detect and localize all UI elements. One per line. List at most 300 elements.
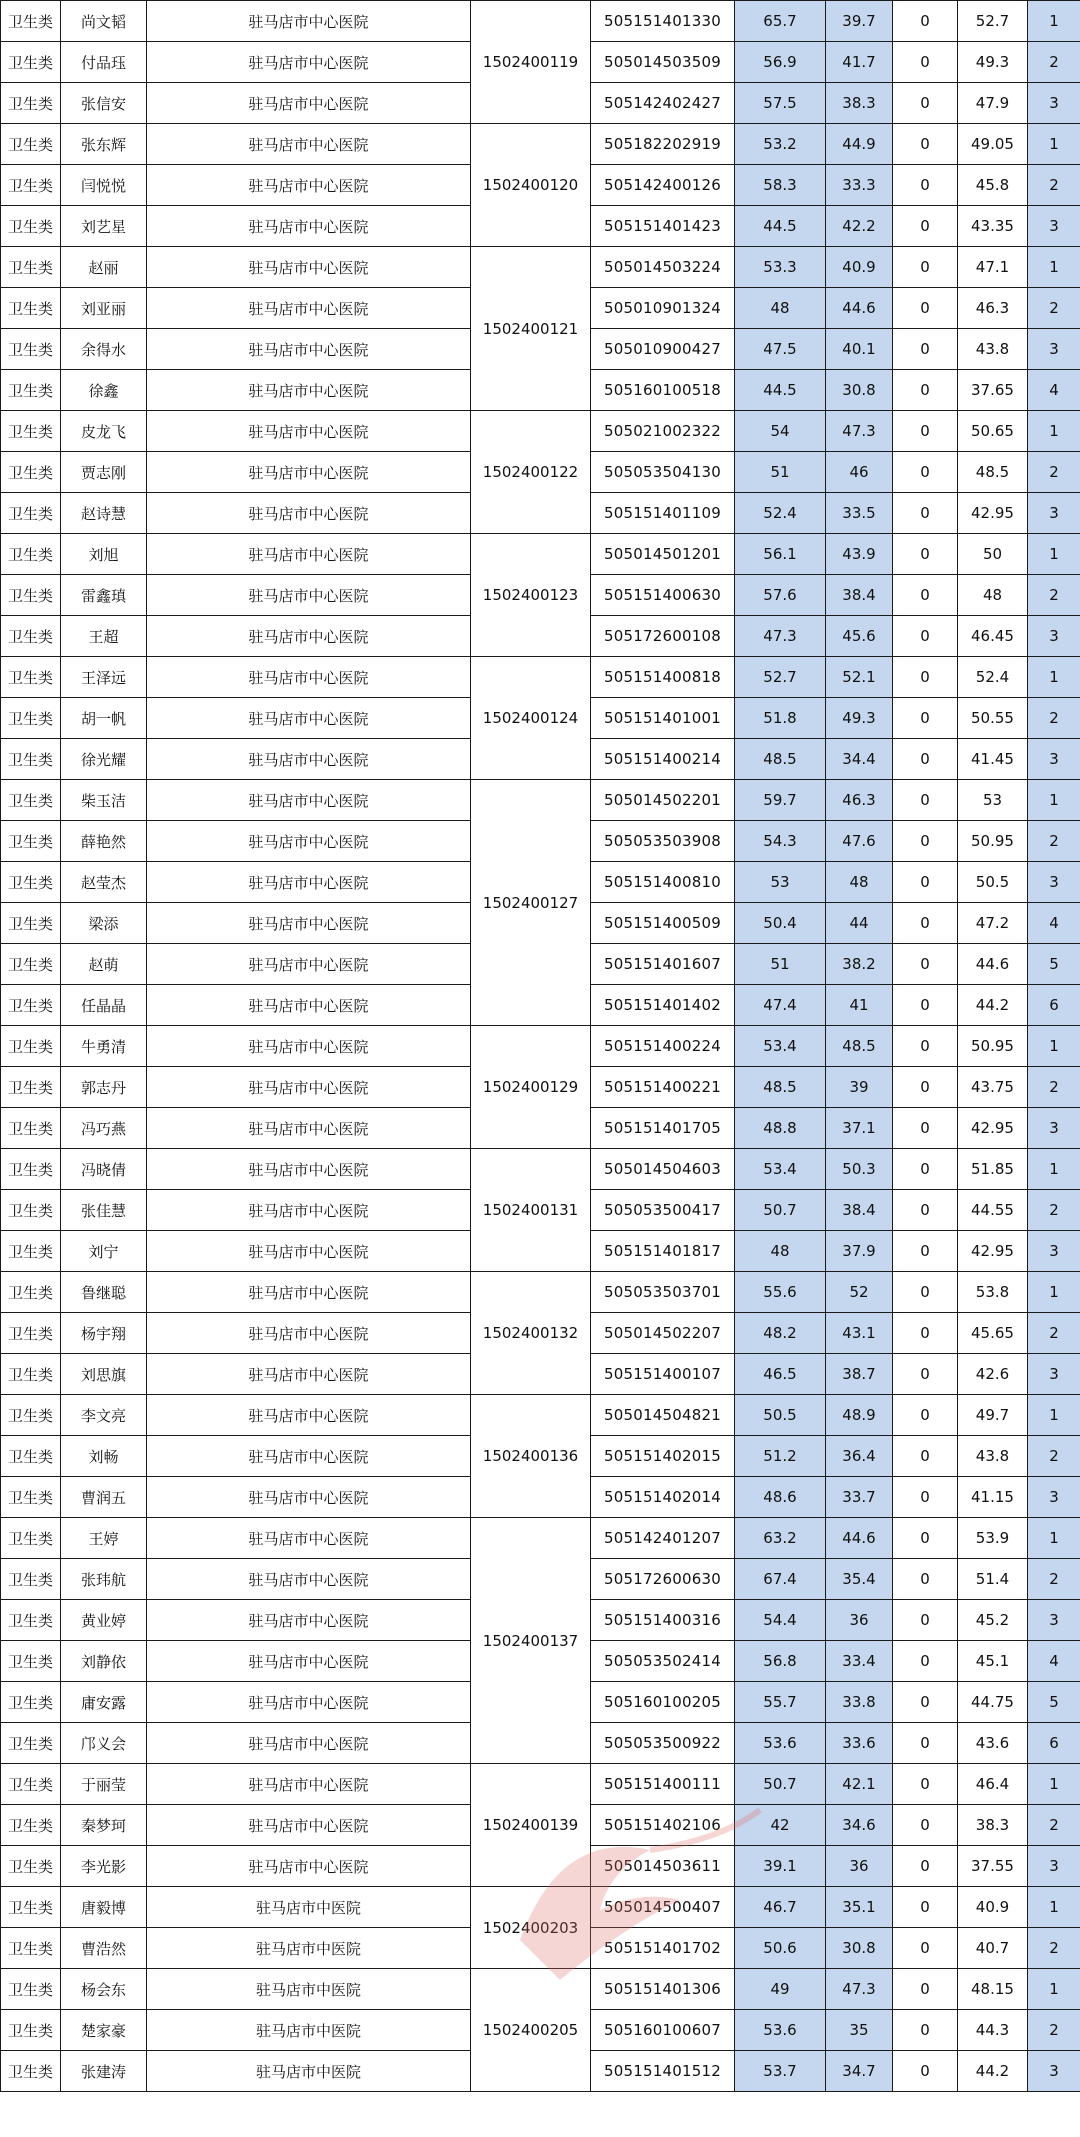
- written-score-cell: 54.4: [735, 1600, 826, 1641]
- interview-score-cell: 37.9: [826, 1231, 893, 1272]
- written-score-cell: 48.6: [735, 1477, 826, 1518]
- name-cell: 雷鑫瑱: [61, 575, 147, 616]
- rank-cell: 3: [1028, 1600, 1080, 1641]
- rank-cell: 3: [1028, 493, 1080, 534]
- category-cell: 卫生类: [1, 1477, 61, 1518]
- total-score-cell: 51.85: [958, 1149, 1028, 1190]
- interview-score-cell: 33.7: [826, 1477, 893, 1518]
- total-score-cell: 37.65: [958, 370, 1028, 411]
- name-cell: 王泽远: [61, 657, 147, 698]
- category-cell: 卫生类: [1, 780, 61, 821]
- written-score-cell: 56.1: [735, 534, 826, 575]
- bonus-score-cell: 0: [893, 1231, 958, 1272]
- rank-cell: 1: [1028, 1887, 1080, 1928]
- interview-score-cell: 41.7: [826, 42, 893, 83]
- category-cell: 卫生类: [1, 493, 61, 534]
- total-score-cell: 42.6: [958, 1354, 1028, 1395]
- written-score-cell: 53.7: [735, 2051, 826, 2092]
- name-cell: 赵萌: [61, 944, 147, 985]
- rank-cell: 1: [1028, 534, 1080, 575]
- ticket-number-cell: 505151401330: [591, 1, 735, 42]
- bonus-score-cell: 0: [893, 1969, 958, 2010]
- rank-cell: 2: [1028, 821, 1080, 862]
- interview-score-cell: 33.5: [826, 493, 893, 534]
- rank-cell: 2: [1028, 1313, 1080, 1354]
- rank-cell: 2: [1028, 575, 1080, 616]
- rank-cell: 1: [1028, 1764, 1080, 1805]
- table-row: [1, 1887, 1080, 1928]
- total-score-cell: 48.5: [958, 452, 1028, 493]
- written-score-cell: 47.3: [735, 616, 826, 657]
- category-cell: 卫生类: [1, 575, 61, 616]
- position-code-cell: 1502400122: [471, 411, 591, 534]
- bonus-score-cell: 0: [893, 1190, 958, 1231]
- category-cell: 卫生类: [1, 739, 61, 780]
- bonus-score-cell: 0: [893, 1805, 958, 1846]
- unit-cell: 驻马店市中心医院: [147, 1764, 471, 1805]
- written-score-cell: 54: [735, 411, 826, 452]
- bonus-score-cell: 0: [893, 1149, 958, 1190]
- ticket-number-cell: 505142402427: [591, 83, 735, 124]
- ticket-number-cell: 505010900427: [591, 329, 735, 370]
- unit-cell: 驻马店市中心医院: [147, 903, 471, 944]
- unit-cell: 驻马店市中医院: [147, 1887, 471, 1928]
- interview-score-cell: 47.6: [826, 821, 893, 862]
- ticket-number-cell: 505142401207: [591, 1518, 735, 1559]
- total-score-cell: 42.95: [958, 1108, 1028, 1149]
- category-cell: 卫生类: [1, 944, 61, 985]
- category-cell: 卫生类: [1, 288, 61, 329]
- bonus-score-cell: 0: [893, 657, 958, 698]
- name-cell: 郭志丹: [61, 1067, 147, 1108]
- total-score-cell: 40.9: [958, 1887, 1028, 1928]
- interview-score-cell: 46.3: [826, 780, 893, 821]
- unit-cell: 驻马店市中心医院: [147, 370, 471, 411]
- bonus-score-cell: 0: [893, 1, 958, 42]
- ticket-number-cell: 505014502201: [591, 780, 735, 821]
- interview-score-cell: 42.2: [826, 206, 893, 247]
- unit-cell: 驻马店市中心医院: [147, 698, 471, 739]
- category-cell: 卫生类: [1, 1108, 61, 1149]
- ticket-number-cell: 505014503611: [591, 1846, 735, 1887]
- name-cell: 庸安露: [61, 1682, 147, 1723]
- written-score-cell: 65.7: [735, 1, 826, 42]
- interview-score-cell: 46: [826, 452, 893, 493]
- total-score-cell: 50.55: [958, 698, 1028, 739]
- unit-cell: 驻马店市中心医院: [147, 1641, 471, 1682]
- written-score-cell: 52.7: [735, 657, 826, 698]
- unit-cell: 驻马店市中心医院: [147, 1, 471, 42]
- total-score-cell: 53: [958, 780, 1028, 821]
- rank-cell: 2: [1028, 1067, 1080, 1108]
- unit-cell: 驻马店市中心医院: [147, 1846, 471, 1887]
- rank-cell: 3: [1028, 206, 1080, 247]
- ticket-number-cell: 505172600108: [591, 616, 735, 657]
- bonus-score-cell: 0: [893, 698, 958, 739]
- written-score-cell: 53.3: [735, 247, 826, 288]
- position-code-cell: 1502400124: [471, 657, 591, 780]
- unit-cell: 驻马店市中心医院: [147, 493, 471, 534]
- total-score-cell: 44.6: [958, 944, 1028, 985]
- unit-cell: 驻马店市中心医院: [147, 1026, 471, 1067]
- interview-score-cell: 39.7: [826, 1, 893, 42]
- name-cell: 牛勇清: [61, 1026, 147, 1067]
- total-score-cell: 50.95: [958, 1026, 1028, 1067]
- unit-cell: 驻马店市中心医院: [147, 1600, 471, 1641]
- interview-score-cell: 35.1: [826, 1887, 893, 1928]
- table-row: [1, 657, 1080, 698]
- rank-cell: 2: [1028, 1805, 1080, 1846]
- category-cell: 卫生类: [1, 534, 61, 575]
- ticket-number-cell: 505014504603: [591, 1149, 735, 1190]
- position-code-cell: 1502400203: [471, 1887, 591, 1969]
- ticket-number-cell: 505160100205: [591, 1682, 735, 1723]
- name-cell: 贾志刚: [61, 452, 147, 493]
- rank-cell: 6: [1028, 1723, 1080, 1764]
- rank-cell: 1: [1028, 411, 1080, 452]
- ticket-number-cell: 505151402014: [591, 1477, 735, 1518]
- written-score-cell: 53: [735, 862, 826, 903]
- name-cell: 刘艺星: [61, 206, 147, 247]
- name-cell: 曹浩然: [61, 1928, 147, 1969]
- ticket-number-cell: 505151401423: [591, 206, 735, 247]
- category-cell: 卫生类: [1, 1559, 61, 1600]
- unit-cell: 驻马店市中心医院: [147, 739, 471, 780]
- rank-cell: 1: [1028, 1, 1080, 42]
- written-score-cell: 56.9: [735, 42, 826, 83]
- category-cell: 卫生类: [1, 1190, 61, 1231]
- bonus-score-cell: 0: [893, 329, 958, 370]
- name-cell: 张建涛: [61, 2051, 147, 2092]
- written-score-cell: 51: [735, 452, 826, 493]
- ticket-number-cell: 505151401607: [591, 944, 735, 985]
- name-cell: 赵丽: [61, 247, 147, 288]
- total-score-cell: 43.35: [958, 206, 1028, 247]
- rank-cell: 2: [1028, 1436, 1080, 1477]
- written-score-cell: 48.2: [735, 1313, 826, 1354]
- rank-cell: 2: [1028, 1928, 1080, 1969]
- interview-score-cell: 42.1: [826, 1764, 893, 1805]
- rank-cell: 5: [1028, 944, 1080, 985]
- name-cell: 梁添: [61, 903, 147, 944]
- ticket-number-cell: 505053503908: [591, 821, 735, 862]
- name-cell: 付品珏: [61, 42, 147, 83]
- ticket-number-cell: 505151400224: [591, 1026, 735, 1067]
- category-cell: 卫生类: [1, 1395, 61, 1436]
- name-cell: 刘静依: [61, 1641, 147, 1682]
- unit-cell: 驻马店市中心医院: [147, 1682, 471, 1723]
- ticket-number-cell: 505151401109: [591, 493, 735, 534]
- bonus-score-cell: 0: [893, 1108, 958, 1149]
- interview-score-cell: 38.7: [826, 1354, 893, 1395]
- bonus-score-cell: 0: [893, 370, 958, 411]
- written-score-cell: 53.4: [735, 1026, 826, 1067]
- ticket-number-cell: 505053502414: [591, 1641, 735, 1682]
- total-score-cell: 44.2: [958, 2051, 1028, 2092]
- bonus-score-cell: 0: [893, 575, 958, 616]
- table-body: [1, 1, 1080, 2092]
- total-score-cell: 48.15: [958, 1969, 1028, 2010]
- category-cell: 卫生类: [1, 862, 61, 903]
- interview-score-cell: 30.8: [826, 370, 893, 411]
- name-cell: 唐毅博: [61, 1887, 147, 1928]
- name-cell: 楚家豪: [61, 2010, 147, 2051]
- unit-cell: 驻马店市中心医院: [147, 1231, 471, 1272]
- name-cell: 闫悦悦: [61, 165, 147, 206]
- position-code-cell: 1502400137: [471, 1518, 591, 1764]
- written-score-cell: 46.7: [735, 1887, 826, 1928]
- category-cell: 卫生类: [1, 657, 61, 698]
- total-score-cell: 43.8: [958, 329, 1028, 370]
- total-score-cell: 43.8: [958, 1436, 1028, 1477]
- category-cell: 卫生类: [1, 411, 61, 452]
- written-score-cell: 48: [735, 288, 826, 329]
- interview-score-cell: 33.3: [826, 165, 893, 206]
- total-score-cell: 50.5: [958, 862, 1028, 903]
- interview-score-cell: 44.6: [826, 1518, 893, 1559]
- rank-cell: 3: [1028, 329, 1080, 370]
- category-cell: 卫生类: [1, 903, 61, 944]
- bonus-score-cell: 0: [893, 165, 958, 206]
- name-cell: 王婷: [61, 1518, 147, 1559]
- total-score-cell: 47.1: [958, 247, 1028, 288]
- total-score-cell: 50.65: [958, 411, 1028, 452]
- unit-cell: 驻马店市中心医院: [147, 657, 471, 698]
- name-cell: 鲁继聪: [61, 1272, 147, 1313]
- name-cell: 薛艳然: [61, 821, 147, 862]
- name-cell: 杨会东: [61, 1969, 147, 2010]
- ticket-number-cell: 505053503701: [591, 1272, 735, 1313]
- category-cell: 卫生类: [1, 1928, 61, 1969]
- bonus-score-cell: 0: [893, 1764, 958, 1805]
- ticket-number-cell: 505151400316: [591, 1600, 735, 1641]
- category-cell: 卫生类: [1, 1764, 61, 1805]
- table-row: [1, 1149, 1080, 1190]
- bonus-score-cell: 0: [893, 2010, 958, 2051]
- name-cell: 刘旭: [61, 534, 147, 575]
- bonus-score-cell: 0: [893, 862, 958, 903]
- unit-cell: 驻马店市中心医院: [147, 944, 471, 985]
- name-cell: 尚文韬: [61, 1, 147, 42]
- bonus-score-cell: 0: [893, 1354, 958, 1395]
- bonus-score-cell: 0: [893, 1477, 958, 1518]
- position-code-cell: 1502400120: [471, 124, 591, 247]
- interview-score-cell: 36.4: [826, 1436, 893, 1477]
- rank-cell: 1: [1028, 1272, 1080, 1313]
- position-code-cell: 1502400121: [471, 247, 591, 411]
- category-cell: 卫生类: [1, 1436, 61, 1477]
- table-row: [1, 1395, 1080, 1436]
- category-cell: 卫生类: [1, 124, 61, 165]
- unit-cell: 驻马店市中心医院: [147, 1108, 471, 1149]
- ticket-number-cell: 505182202919: [591, 124, 735, 165]
- category-cell: 卫生类: [1, 1272, 61, 1313]
- interview-score-cell: 47.3: [826, 411, 893, 452]
- interview-score-cell: 52: [826, 1272, 893, 1313]
- rank-cell: 2: [1028, 165, 1080, 206]
- written-score-cell: 50.4: [735, 903, 826, 944]
- ticket-number-cell: 505014504821: [591, 1395, 735, 1436]
- unit-cell: 驻马店市中心医院: [147, 452, 471, 493]
- total-score-cell: 46.3: [958, 288, 1028, 329]
- ticket-number-cell: 505172600630: [591, 1559, 735, 1600]
- name-cell: 任晶晶: [61, 985, 147, 1026]
- bonus-score-cell: 0: [893, 985, 958, 1026]
- bonus-score-cell: 0: [893, 780, 958, 821]
- written-score-cell: 51.8: [735, 698, 826, 739]
- rank-cell: 3: [1028, 1108, 1080, 1149]
- category-cell: 卫生类: [1, 165, 61, 206]
- position-code-cell: 1502400139: [471, 1764, 591, 1887]
- ticket-number-cell: 505021002322: [591, 411, 735, 452]
- ticket-number-cell: 505151401512: [591, 2051, 735, 2092]
- written-score-cell: 53.6: [735, 2010, 826, 2051]
- name-cell: 曹润五: [61, 1477, 147, 1518]
- name-cell: 邝义会: [61, 1723, 147, 1764]
- interview-score-cell: 35: [826, 2010, 893, 2051]
- table-row: [1, 780, 1080, 821]
- bonus-score-cell: 0: [893, 1641, 958, 1682]
- rank-cell: 5: [1028, 1682, 1080, 1723]
- bonus-score-cell: 0: [893, 1026, 958, 1067]
- rank-cell: 3: [1028, 2051, 1080, 2092]
- name-cell: 余得水: [61, 329, 147, 370]
- unit-cell: 驻马店市中医院: [147, 1928, 471, 1969]
- unit-cell: 驻马店市中心医院: [147, 1559, 471, 1600]
- unit-cell: 驻马店市中心医院: [147, 1477, 471, 1518]
- category-cell: 卫生类: [1, 1354, 61, 1395]
- written-score-cell: 58.3: [735, 165, 826, 206]
- unit-cell: 驻马店市中心医院: [147, 1723, 471, 1764]
- bonus-score-cell: 0: [893, 124, 958, 165]
- total-score-cell: 50.95: [958, 821, 1028, 862]
- table-row: [1, 247, 1080, 288]
- unit-cell: 驻马店市中心医院: [147, 985, 471, 1026]
- written-score-cell: 59.7: [735, 780, 826, 821]
- total-score-cell: 48: [958, 575, 1028, 616]
- unit-cell: 驻马店市中心医院: [147, 1436, 471, 1477]
- rank-cell: 4: [1028, 370, 1080, 411]
- ticket-number-cell: 505151400107: [591, 1354, 735, 1395]
- interview-score-cell: 44.6: [826, 288, 893, 329]
- unit-cell: 驻马店市中心医院: [147, 575, 471, 616]
- unit-cell: 驻马店市中心医院: [147, 42, 471, 83]
- total-score-cell: 51.4: [958, 1559, 1028, 1600]
- bonus-score-cell: 0: [893, 493, 958, 534]
- written-score-cell: 51: [735, 944, 826, 985]
- interview-score-cell: 44: [826, 903, 893, 944]
- interview-score-cell: 33.6: [826, 1723, 893, 1764]
- category-cell: 卫生类: [1, 247, 61, 288]
- bonus-score-cell: 0: [893, 2051, 958, 2092]
- category-cell: 卫生类: [1, 1, 61, 42]
- interview-score-cell: 40.9: [826, 247, 893, 288]
- bonus-score-cell: 0: [893, 206, 958, 247]
- ticket-number-cell: 505010901324: [591, 288, 735, 329]
- interview-score-cell: 34.4: [826, 739, 893, 780]
- rank-cell: 1: [1028, 1149, 1080, 1190]
- table-row: [1, 1272, 1080, 1313]
- ticket-number-cell: 505151401705: [591, 1108, 735, 1149]
- rank-cell: 2: [1028, 698, 1080, 739]
- total-score-cell: 40.7: [958, 1928, 1028, 1969]
- total-score-cell: 41.45: [958, 739, 1028, 780]
- category-cell: 卫生类: [1, 1600, 61, 1641]
- total-score-cell: 41.15: [958, 1477, 1028, 1518]
- name-cell: 刘思旗: [61, 1354, 147, 1395]
- ticket-number-cell: 505151400111: [591, 1764, 735, 1805]
- rank-cell: 3: [1028, 862, 1080, 903]
- name-cell: 胡一帆: [61, 698, 147, 739]
- table-row: [1, 1518, 1080, 1559]
- interview-score-cell: 38.3: [826, 83, 893, 124]
- ticket-number-cell: 505053500417: [591, 1190, 735, 1231]
- interview-score-cell: 33.4: [826, 1641, 893, 1682]
- interview-score-cell: 34.6: [826, 1805, 893, 1846]
- category-cell: 卫生类: [1, 1518, 61, 1559]
- bonus-score-cell: 0: [893, 1928, 958, 1969]
- written-score-cell: 53.4: [735, 1149, 826, 1190]
- bonus-score-cell: 0: [893, 1272, 958, 1313]
- written-score-cell: 55.6: [735, 1272, 826, 1313]
- unit-cell: 驻马店市中心医院: [147, 329, 471, 370]
- category-cell: 卫生类: [1, 206, 61, 247]
- ticket-number-cell: 505151402106: [591, 1805, 735, 1846]
- bonus-score-cell: 0: [893, 903, 958, 944]
- name-cell: 张佳慧: [61, 1190, 147, 1231]
- rank-cell: 2: [1028, 2010, 1080, 2051]
- rank-cell: 4: [1028, 903, 1080, 944]
- ticket-number-cell: 505151400214: [591, 739, 735, 780]
- table-row: [1, 1, 1080, 42]
- ticket-number-cell: 505151401306: [591, 1969, 735, 2010]
- name-cell: 赵莹杰: [61, 862, 147, 903]
- total-score-cell: 46.4: [958, 1764, 1028, 1805]
- name-cell: 皮龙飞: [61, 411, 147, 452]
- unit-cell: 驻马店市中心医院: [147, 1518, 471, 1559]
- position-code-cell: 1502400127: [471, 780, 591, 1026]
- ticket-number-cell: 505053500922: [591, 1723, 735, 1764]
- ticket-number-cell: 505014503509: [591, 42, 735, 83]
- ticket-number-cell: 505014502207: [591, 1313, 735, 1354]
- category-cell: 卫生类: [1, 1723, 61, 1764]
- ticket-number-cell: 505053504130: [591, 452, 735, 493]
- total-score-cell: 45.65: [958, 1313, 1028, 1354]
- bonus-score-cell: 0: [893, 534, 958, 575]
- rank-cell: 4: [1028, 1641, 1080, 1682]
- bonus-score-cell: 0: [893, 1313, 958, 1354]
- written-score-cell: 50.6: [735, 1928, 826, 1969]
- total-score-cell: 47.2: [958, 903, 1028, 944]
- position-code-cell: 1502400123: [471, 534, 591, 657]
- interview-score-cell: 47.3: [826, 1969, 893, 2010]
- written-score-cell: 44.5: [735, 206, 826, 247]
- ticket-number-cell: 505151401702: [591, 1928, 735, 1969]
- category-cell: 卫生类: [1, 1969, 61, 2010]
- name-cell: 柴玉洁: [61, 780, 147, 821]
- rank-cell: 3: [1028, 739, 1080, 780]
- interview-score-cell: 48.9: [826, 1395, 893, 1436]
- interview-score-cell: 41: [826, 985, 893, 1026]
- ticket-number-cell: 505160100518: [591, 370, 735, 411]
- total-score-cell: 37.55: [958, 1846, 1028, 1887]
- bonus-score-cell: 0: [893, 1846, 958, 1887]
- position-code-cell: 1502400132: [471, 1272, 591, 1395]
- rank-cell: 1: [1028, 780, 1080, 821]
- interview-score-cell: 38.4: [826, 1190, 893, 1231]
- unit-cell: 驻马店市中心医院: [147, 616, 471, 657]
- category-cell: 卫生类: [1, 2051, 61, 2092]
